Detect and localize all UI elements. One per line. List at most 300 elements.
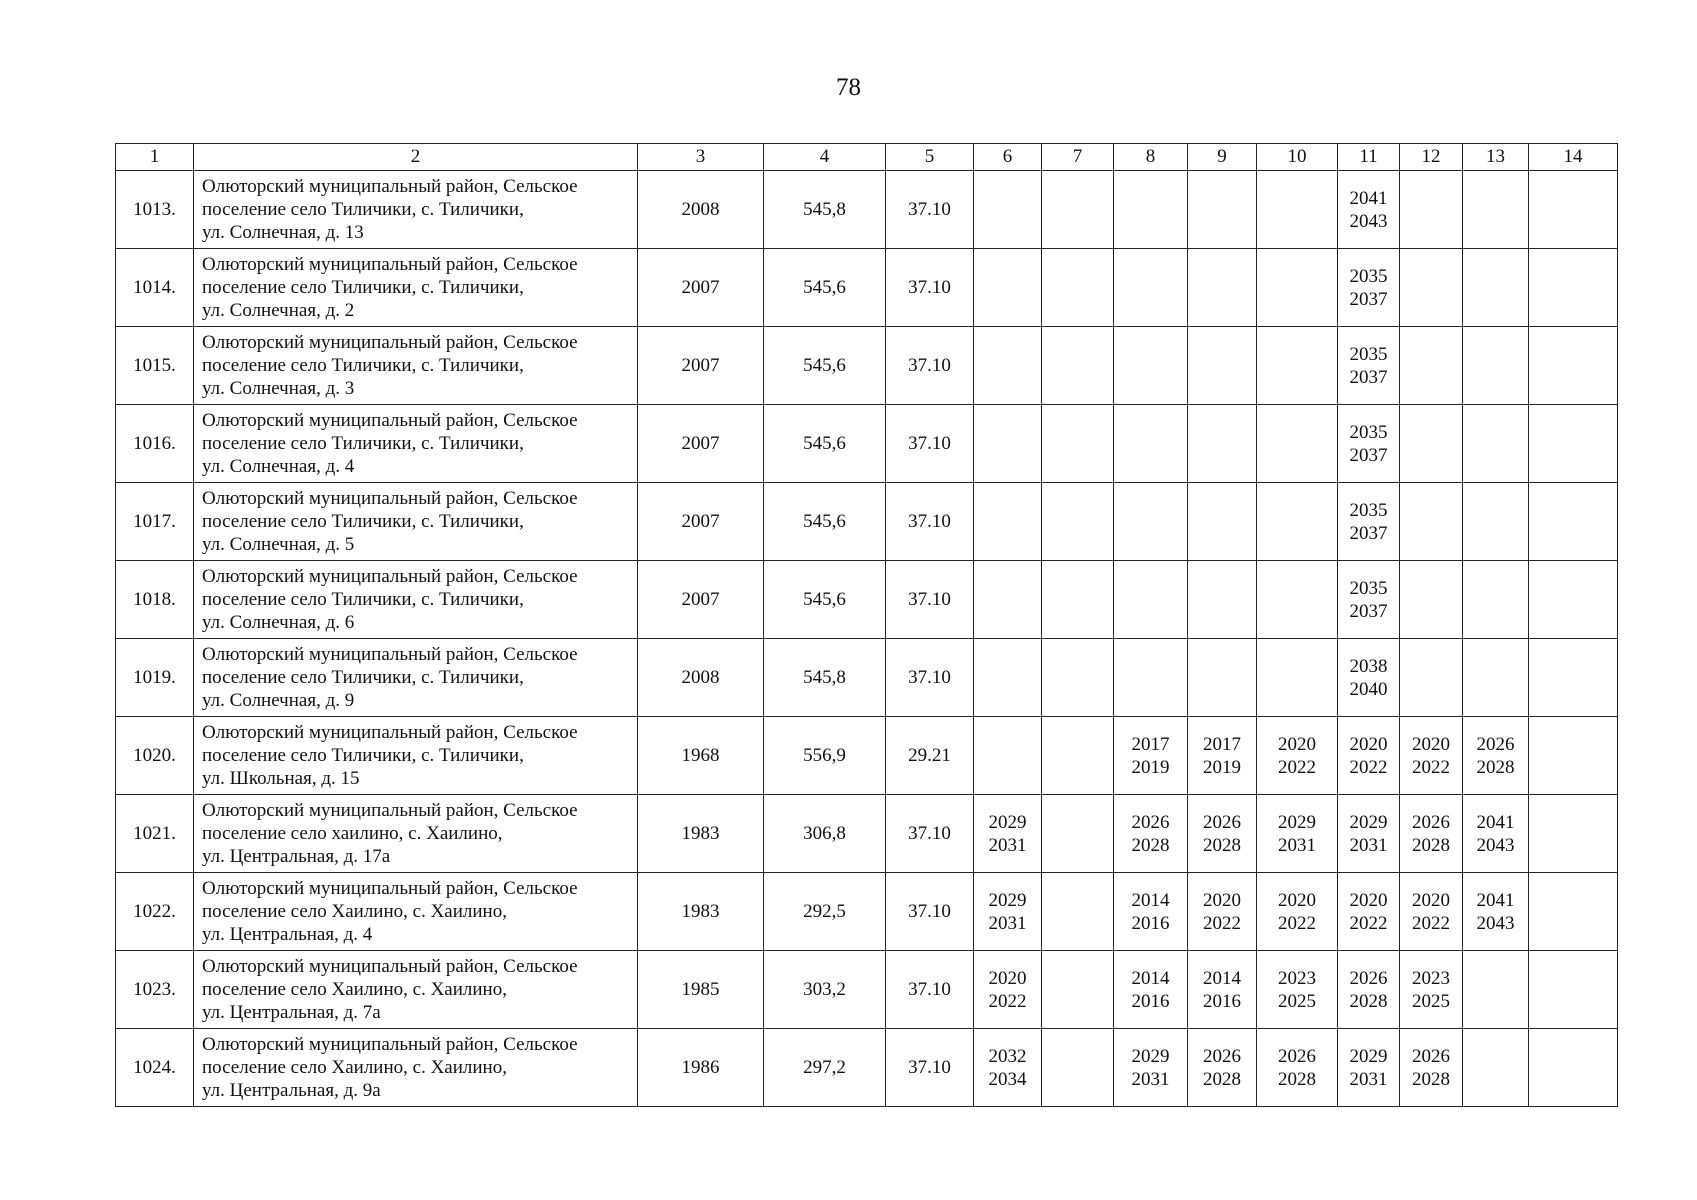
period-year: 2026 xyxy=(1349,967,1388,989)
table-row xyxy=(116,249,1618,327)
period-year: 2019 xyxy=(1203,756,1241,778)
address-line: Олюторский муниципальный район, Сельское xyxy=(202,722,578,743)
period-cell-c9 xyxy=(1188,249,1257,327)
period-year: 2014 xyxy=(1131,967,1170,989)
period-cell-c10 xyxy=(1257,327,1338,405)
code-cell: 37.10 xyxy=(886,405,974,483)
area-cell: 303,2 xyxy=(764,951,886,1029)
column-header-12: 12 xyxy=(1400,144,1463,171)
year-cell: 2007 xyxy=(638,561,764,639)
address-cell xyxy=(194,171,638,249)
address-line: поселение село Тиличики, с. Тиличики, xyxy=(202,667,524,688)
column-header-5: 5 xyxy=(886,144,974,171)
period-cell-c14 xyxy=(1529,717,1618,795)
code-cell: 29.21 xyxy=(886,717,974,795)
period-cell-c12 xyxy=(1400,717,1463,795)
address-line: ул. Солнечная, д. 5 xyxy=(202,534,355,555)
address-line: ул. Солнечная, д. 2 xyxy=(202,300,355,321)
address-cell xyxy=(194,483,638,561)
period-cell-c14 xyxy=(1529,639,1618,717)
period-cell-c9 xyxy=(1188,951,1257,1029)
code-cell: 37.10 xyxy=(886,1029,974,1107)
year-cell: 1968 xyxy=(638,717,764,795)
year-cell: 2008 xyxy=(638,639,764,717)
period-cell-c6 xyxy=(974,873,1042,951)
row-number-cell: 1021. xyxy=(116,795,194,873)
period-cell-c13 xyxy=(1463,717,1529,795)
period-year: 2037 xyxy=(1349,288,1388,310)
column-header-11: 11 xyxy=(1338,144,1400,171)
period-year: 2029 xyxy=(1349,1045,1388,1067)
period-year: 2029 xyxy=(1349,811,1388,833)
period-cell-c14 xyxy=(1529,561,1618,639)
period-year: 2035 xyxy=(1349,343,1388,365)
period-year: 2028 xyxy=(1349,990,1388,1012)
area-cell: 556,9 xyxy=(764,717,886,795)
period-year: 2029 xyxy=(1131,1045,1170,1067)
period-year: 2043 xyxy=(1476,912,1515,934)
period-cell-c13 xyxy=(1463,639,1529,717)
address-line: поселение село Хаилино, с. Хаилино, xyxy=(202,979,507,1000)
period-cell-c6 xyxy=(974,405,1042,483)
period-cell-c8 xyxy=(1114,171,1188,249)
period-cell-c6 xyxy=(974,717,1042,795)
period-year: 2026 xyxy=(1412,811,1450,833)
address-line: Олюторский муниципальный район, Сельское xyxy=(202,644,578,665)
period-cell-c9 xyxy=(1188,171,1257,249)
period-year: 2035 xyxy=(1349,265,1388,287)
period-cell-c13 xyxy=(1463,327,1529,405)
row-number-cell: 1022. xyxy=(116,873,194,951)
year-cell: 2008 xyxy=(638,171,764,249)
period-cell-c7 xyxy=(1042,327,1114,405)
period-year: 2020 xyxy=(1203,889,1241,911)
period-cell-c12 xyxy=(1400,405,1463,483)
address-line: ул. Центральная, д. 4 xyxy=(202,924,373,945)
row-number-cell: 1015. xyxy=(116,327,194,405)
period-cell-c11 xyxy=(1338,327,1400,405)
period-year: 2020 xyxy=(1412,733,1450,755)
period-year: 2035 xyxy=(1349,577,1388,599)
period-cell-c8 xyxy=(1114,1029,1188,1107)
period-year: 2037 xyxy=(1349,600,1388,622)
period-cell-c12 xyxy=(1400,561,1463,639)
period-year: 2023 xyxy=(1412,967,1450,989)
period-cell-c10 xyxy=(1257,951,1338,1029)
address-line: ул. Центральная, д. 7а xyxy=(202,1002,381,1023)
row-number-cell: 1019. xyxy=(116,639,194,717)
period-year: 2043 xyxy=(1349,210,1388,232)
table-row xyxy=(116,483,1618,561)
period-year: 2020 xyxy=(1278,733,1316,755)
address-line: Олюторский муниципальный район, Сельское xyxy=(202,566,578,587)
period-cell-c10 xyxy=(1257,795,1338,873)
address-cell xyxy=(194,561,638,639)
address-cell xyxy=(194,717,638,795)
column-header-1: 1 xyxy=(116,144,194,171)
period-cell-c6 xyxy=(974,483,1042,561)
address-line: Олюторский муниципальный район, Сельское xyxy=(202,488,578,509)
period-cell-c7 xyxy=(1042,873,1114,951)
code-cell: 37.10 xyxy=(886,951,974,1029)
period-year: 2026 xyxy=(1278,1045,1316,1067)
period-cell-c6 xyxy=(974,249,1042,327)
code-cell: 37.10 xyxy=(886,561,974,639)
period-year: 2022 xyxy=(1412,912,1450,934)
period-cell-c11 xyxy=(1338,561,1400,639)
period-cell-c7 xyxy=(1042,717,1114,795)
period-cell-c7 xyxy=(1042,795,1114,873)
period-cell-c7 xyxy=(1042,561,1114,639)
period-cell-c10 xyxy=(1257,405,1338,483)
column-header-14: 14 xyxy=(1529,144,1618,171)
period-year: 2016 xyxy=(1203,990,1241,1012)
table-row xyxy=(116,1029,1618,1107)
address-line: Олюторский муниципальный район, Сельское xyxy=(202,332,578,353)
period-year: 2026 xyxy=(1476,733,1515,755)
period-year: 2022 xyxy=(1349,756,1388,778)
period-year: 2031 xyxy=(988,912,1027,934)
period-year: 2016 xyxy=(1131,990,1170,1012)
area-cell: 292,5 xyxy=(764,873,886,951)
period-cell-c8 xyxy=(1114,717,1188,795)
period-cell-c7 xyxy=(1042,171,1114,249)
period-year: 2031 xyxy=(988,834,1027,856)
period-cell-c12 xyxy=(1400,795,1463,873)
period-year: 2022 xyxy=(1412,756,1450,778)
column-header-4: 4 xyxy=(764,144,886,171)
period-cell-c13 xyxy=(1463,795,1529,873)
period-year: 2028 xyxy=(1203,834,1241,856)
period-year: 2025 xyxy=(1278,990,1316,1012)
address-cell xyxy=(194,951,638,1029)
period-cell-c9 xyxy=(1188,795,1257,873)
period-cell-c7 xyxy=(1042,405,1114,483)
column-header-13: 13 xyxy=(1463,144,1529,171)
row-number-cell: 1013. xyxy=(116,171,194,249)
address-line: поселение село Тиличики, с. Тиличики, xyxy=(202,511,524,532)
period-cell-c9 xyxy=(1188,483,1257,561)
period-cell-c13 xyxy=(1463,483,1529,561)
row-number-cell: 1020. xyxy=(116,717,194,795)
period-cell-c10 xyxy=(1257,561,1338,639)
period-cell-c13 xyxy=(1463,561,1529,639)
period-cell-c13 xyxy=(1463,171,1529,249)
period-cell-c11 xyxy=(1338,405,1400,483)
address-line: ул. Солнечная, д. 3 xyxy=(202,378,355,399)
period-cell-c6 xyxy=(974,795,1042,873)
period-year: 2028 xyxy=(1131,834,1170,856)
period-year: 2016 xyxy=(1131,912,1170,934)
period-cell-c7 xyxy=(1042,639,1114,717)
row-number-cell: 1018. xyxy=(116,561,194,639)
period-year: 2031 xyxy=(1349,834,1388,856)
period-year: 2031 xyxy=(1349,1068,1388,1090)
period-cell-c13 xyxy=(1463,1029,1529,1107)
period-cell-c8 xyxy=(1114,561,1188,639)
year-cell: 2007 xyxy=(638,405,764,483)
row-number-cell: 1014. xyxy=(116,249,194,327)
period-cell-c11 xyxy=(1338,717,1400,795)
period-year: 2041 xyxy=(1476,889,1515,911)
period-cell-c10 xyxy=(1257,483,1338,561)
period-cell-c12 xyxy=(1400,249,1463,327)
code-cell: 37.10 xyxy=(886,795,974,873)
area-cell: 306,8 xyxy=(764,795,886,873)
table-row xyxy=(116,873,1618,951)
period-cell-c10 xyxy=(1257,249,1338,327)
period-year: 2041 xyxy=(1349,187,1388,209)
year-cell: 1985 xyxy=(638,951,764,1029)
table-row xyxy=(116,405,1618,483)
year-cell: 2007 xyxy=(638,249,764,327)
period-cell-c12 xyxy=(1400,1029,1463,1107)
table-body xyxy=(116,171,1618,1107)
address-line: ул. Солнечная, д. 4 xyxy=(202,456,355,477)
address-line: поселение село Хаилино, с. Хаилино, xyxy=(202,901,507,922)
area-cell: 545,8 xyxy=(764,639,886,717)
table-row xyxy=(116,171,1618,249)
address-cell xyxy=(194,1029,638,1107)
period-year: 2028 xyxy=(1412,1068,1450,1090)
address-line: поселение село Тиличики, с. Тиличики, xyxy=(202,745,524,766)
period-cell-c14 xyxy=(1529,795,1618,873)
period-cell-c6 xyxy=(974,639,1042,717)
period-year: 2022 xyxy=(1278,912,1316,934)
period-cell-c9 xyxy=(1188,639,1257,717)
period-year: 2035 xyxy=(1349,421,1388,443)
period-cell-c8 xyxy=(1114,249,1188,327)
period-year: 2022 xyxy=(1203,912,1241,934)
code-cell: 37.10 xyxy=(886,249,974,327)
column-header-10: 10 xyxy=(1257,144,1338,171)
code-cell: 37.10 xyxy=(886,639,974,717)
period-cell-c8 xyxy=(1114,327,1188,405)
period-year: 2043 xyxy=(1476,834,1515,856)
period-cell-c14 xyxy=(1529,327,1618,405)
period-year: 2034 xyxy=(988,1068,1027,1090)
table-row xyxy=(116,795,1618,873)
address-line: поселение село Хаилино, с. Хаилино, xyxy=(202,1057,507,1078)
area-cell: 545,6 xyxy=(764,327,886,405)
period-year: 2029 xyxy=(1278,811,1316,833)
year-cell: 2007 xyxy=(638,327,764,405)
period-year: 2028 xyxy=(1278,1068,1316,1090)
address-line: поселение село Тиличики, с. Тиличики, xyxy=(202,277,524,298)
address-line: ул. Солнечная, д. 13 xyxy=(202,222,364,243)
period-cell-c7 xyxy=(1042,249,1114,327)
period-cell-c12 xyxy=(1400,483,1463,561)
row-number-cell: 1017. xyxy=(116,483,194,561)
address-line: Олюторский муниципальный район, Сельское xyxy=(202,1034,578,1055)
period-year: 2038 xyxy=(1349,655,1388,677)
period-year: 2031 xyxy=(1131,1068,1170,1090)
area-cell: 297,2 xyxy=(764,1029,886,1107)
period-cell-c9 xyxy=(1188,561,1257,639)
period-year: 2023 xyxy=(1278,967,1316,989)
period-cell-c6 xyxy=(974,561,1042,639)
address-line: ул. Центральная, д. 9а xyxy=(202,1080,381,1101)
period-year: 2020 xyxy=(1349,889,1388,911)
period-year: 2032 xyxy=(988,1045,1027,1067)
code-cell: 37.10 xyxy=(886,327,974,405)
period-cell-c7 xyxy=(1042,483,1114,561)
period-year: 2040 xyxy=(1349,678,1388,700)
row-number-cell: 1023. xyxy=(116,951,194,1029)
address-line: поселение село Тиличики, с. Тиличики, xyxy=(202,433,524,454)
period-cell-c13 xyxy=(1463,873,1529,951)
period-cell-c14 xyxy=(1529,171,1618,249)
period-cell-c10 xyxy=(1257,873,1338,951)
period-cell-c14 xyxy=(1529,873,1618,951)
year-cell: 1983 xyxy=(638,873,764,951)
period-cell-c14 xyxy=(1529,483,1618,561)
period-cell-c14 xyxy=(1529,249,1618,327)
period-cell-c6 xyxy=(974,951,1042,1029)
period-year: 2022 xyxy=(1349,912,1388,934)
address-cell xyxy=(194,249,638,327)
year-cell: 1986 xyxy=(638,1029,764,1107)
period-cell-c13 xyxy=(1463,405,1529,483)
period-cell-c6 xyxy=(974,1029,1042,1107)
address-cell xyxy=(194,873,638,951)
period-year: 2026 xyxy=(1131,811,1170,833)
area-cell: 545,6 xyxy=(764,483,886,561)
period-year: 2020 xyxy=(1349,733,1388,755)
code-cell: 37.10 xyxy=(886,873,974,951)
table-row xyxy=(116,561,1618,639)
column-header-2: 2 xyxy=(194,144,638,171)
column-header-6: 6 xyxy=(974,144,1042,171)
address-cell xyxy=(194,405,638,483)
column-header-8: 8 xyxy=(1114,144,1188,171)
period-cell-c14 xyxy=(1529,1029,1618,1107)
period-cell-c12 xyxy=(1400,873,1463,951)
period-year: 2041 xyxy=(1476,811,1515,833)
period-cell-c9 xyxy=(1188,873,1257,951)
period-cell-c10 xyxy=(1257,1029,1338,1107)
column-header-7: 7 xyxy=(1042,144,1114,171)
address-line: поселение село Тиличики, с. Тиличики, xyxy=(202,199,524,220)
period-cell-c11 xyxy=(1338,249,1400,327)
period-cell-c11 xyxy=(1338,483,1400,561)
period-cell-c10 xyxy=(1257,717,1338,795)
period-year: 2020 xyxy=(1278,889,1316,911)
period-cell-c8 xyxy=(1114,795,1188,873)
period-cell-c11 xyxy=(1338,639,1400,717)
header-row xyxy=(116,144,1618,171)
period-year: 2029 xyxy=(988,811,1027,833)
year-cell: 2007 xyxy=(638,483,764,561)
period-cell-c13 xyxy=(1463,249,1529,327)
period-cell-c12 xyxy=(1400,327,1463,405)
period-cell-c9 xyxy=(1188,405,1257,483)
period-year: 2037 xyxy=(1349,522,1388,544)
address-line: Олюторский муниципальный район, Сельское xyxy=(202,176,578,197)
period-cell-c13 xyxy=(1463,951,1529,1029)
period-year: 2020 xyxy=(988,967,1027,989)
address-line: ул. Школьная, д. 15 xyxy=(202,768,360,789)
year-cell: 1983 xyxy=(638,795,764,873)
period-cell-c9 xyxy=(1188,327,1257,405)
period-cell-c11 xyxy=(1338,873,1400,951)
address-line: Олюторский муниципальный район, Сельское xyxy=(202,956,578,977)
address-cell xyxy=(194,795,638,873)
period-cell-c9 xyxy=(1188,1029,1257,1107)
address-line: ул. Солнечная, д. 6 xyxy=(202,612,355,633)
period-cell-c9 xyxy=(1188,717,1257,795)
period-year: 2022 xyxy=(988,990,1027,1012)
period-year: 2037 xyxy=(1349,444,1388,466)
period-year: 2028 xyxy=(1476,756,1515,778)
period-cell-c11 xyxy=(1338,1029,1400,1107)
period-year: 2014 xyxy=(1203,967,1241,989)
period-cell-c12 xyxy=(1400,171,1463,249)
period-cell-c11 xyxy=(1338,795,1400,873)
period-year: 2025 xyxy=(1412,990,1450,1012)
period-cell-c14 xyxy=(1529,405,1618,483)
table-row xyxy=(116,639,1618,717)
period-year: 2026 xyxy=(1203,1045,1241,1067)
period-year: 2026 xyxy=(1203,811,1241,833)
period-year: 2020 xyxy=(1412,889,1450,911)
column-header-9: 9 xyxy=(1188,144,1257,171)
code-cell: 37.10 xyxy=(886,171,974,249)
row-number-cell: 1024. xyxy=(116,1029,194,1107)
period-year: 2029 xyxy=(988,889,1027,911)
period-cell-c6 xyxy=(974,171,1042,249)
period-year: 2028 xyxy=(1412,834,1450,856)
period-year: 2028 xyxy=(1203,1068,1241,1090)
page-number: 78 xyxy=(836,74,861,101)
address-cell xyxy=(194,327,638,405)
period-cell-c11 xyxy=(1338,951,1400,1029)
period-cell-c10 xyxy=(1257,639,1338,717)
address-line: ул. Солнечная, д. 9 xyxy=(202,690,355,711)
address-cell xyxy=(194,639,638,717)
period-cell-c10 xyxy=(1257,171,1338,249)
column-header-3: 3 xyxy=(638,144,764,171)
period-cell-c12 xyxy=(1400,639,1463,717)
period-year: 2017 xyxy=(1203,733,1241,755)
address-line: Олюторский муниципальный район, Сельское xyxy=(202,878,578,899)
period-cell-c8 xyxy=(1114,951,1188,1029)
table-row xyxy=(116,951,1618,1029)
period-year: 2014 xyxy=(1131,889,1170,911)
period-year: 2026 xyxy=(1412,1045,1450,1067)
period-year: 2037 xyxy=(1349,366,1388,388)
address-line: поселение село хаилино, с. Хаилино, xyxy=(202,823,503,844)
period-year: 2022 xyxy=(1278,756,1316,778)
row-number-cell: 1016. xyxy=(116,405,194,483)
code-cell: 37.10 xyxy=(886,483,974,561)
period-year: 2035 xyxy=(1349,499,1388,521)
table-row xyxy=(116,327,1618,405)
period-cell-c6 xyxy=(974,327,1042,405)
period-cell-c8 xyxy=(1114,405,1188,483)
period-cell-c12 xyxy=(1400,951,1463,1029)
area-cell: 545,6 xyxy=(764,561,886,639)
table-row xyxy=(116,717,1618,795)
address-line: Олюторский муниципальный район, Сельское xyxy=(202,410,578,431)
address-line: поселение село Тиличики, с. Тиличики, xyxy=(202,589,524,610)
period-cell-c11 xyxy=(1338,171,1400,249)
address-line: ул. Центральная, д. 17а xyxy=(202,846,391,867)
period-year: 2017 xyxy=(1131,733,1170,755)
area-cell: 545,6 xyxy=(764,249,886,327)
period-year: 2019 xyxy=(1131,756,1170,778)
period-cell-c7 xyxy=(1042,951,1114,1029)
